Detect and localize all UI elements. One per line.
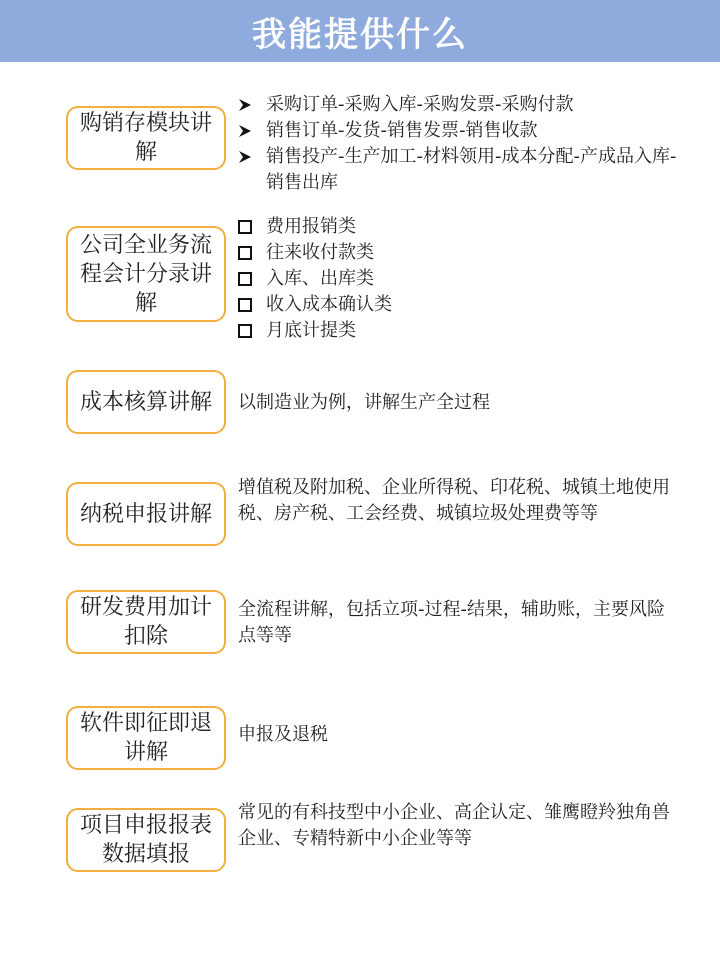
square-bullet-icon	[238, 318, 266, 344]
section-detail-text: 申报及退税	[238, 724, 328, 745]
section-label-box	[66, 106, 226, 170]
list-item-text: 入库、出库类	[266, 268, 374, 289]
list-item-text: 月底计提类	[266, 320, 356, 341]
arrow-bullet-icon	[238, 118, 266, 144]
section-label-box	[66, 482, 226, 546]
page-title: 我能提供什么	[252, 14, 468, 55]
list-item	[238, 92, 680, 118]
section-label: 研发费用加计扣除	[79, 595, 212, 649]
section-detail-text: 增值税及附加税、企业所得税、印花税、城镇土地使用税、房产税、工会经费、城镇垃圾处理费等等	[238, 477, 670, 524]
section-label: 项目申报报表数据填报	[79, 813, 212, 867]
section-label: 软件即征即退讲解	[79, 711, 212, 765]
list-item-text: 销售投产-生产加工-材料领用-成本分配-产成品入库-销售出库	[266, 146, 677, 193]
section-detail-text: 全流程讲解，包括立项-过程-结果，辅助账，主要风险点等等	[238, 599, 665, 646]
section-detail-list	[238, 92, 680, 196]
section-detail-text: 常见的有科技型中小企业、高企认定、雏鹰瞪羚独角兽企业、专精特新中小企业等等	[238, 802, 670, 849]
list-item	[238, 118, 680, 144]
square-bullet-icon	[238, 214, 266, 240]
list-item	[238, 240, 680, 266]
section-label: 购销存模块讲解	[79, 111, 212, 165]
list-item-text: 销售订单-发货-销售发票-销售收款	[266, 120, 538, 141]
list-item	[238, 318, 680, 344]
section-detail-text: 以制造业为例，讲解生产全过程	[238, 392, 490, 413]
list-item	[238, 292, 680, 318]
square-bullet-icon	[238, 266, 266, 292]
section-label-box	[66, 370, 226, 434]
list-item-text: 费用报销类	[266, 216, 356, 237]
section-detail-list	[238, 214, 680, 344]
list-item	[238, 214, 680, 240]
page-header	[0, 0, 720, 62]
arrow-bullet-icon	[238, 92, 266, 118]
square-bullet-icon	[238, 292, 266, 318]
list-item	[238, 144, 680, 196]
list-item-text: 收入成本确认类	[266, 294, 392, 315]
section-label: 成本核算讲解	[79, 389, 212, 415]
arrow-bullet-icon	[238, 144, 266, 170]
section-label: 纳税申报讲解	[79, 501, 212, 527]
section-label-box	[66, 706, 226, 770]
section-label-box	[66, 226, 226, 322]
square-bullet-icon	[238, 240, 266, 266]
section-label-box	[66, 808, 226, 872]
list-item	[238, 266, 680, 292]
section-label: 公司全业务流程会计分录讲解	[79, 232, 212, 316]
list-item-text: 往来收付款类	[266, 242, 374, 263]
list-item-text: 采购订单-采购入库-采购发票-采购付款	[266, 94, 574, 115]
section-label-box	[66, 590, 226, 654]
